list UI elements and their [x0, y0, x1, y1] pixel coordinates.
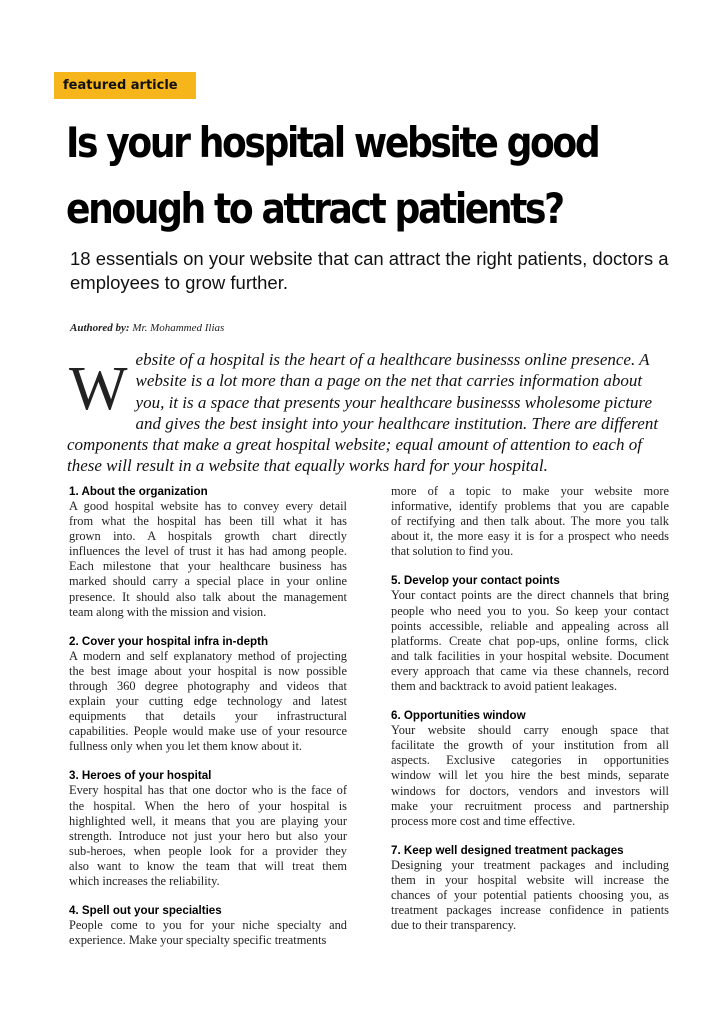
body-text-line: chances of your potential patients choosing you, as — [391, 887, 669, 902]
section-body — [69, 918, 347, 948]
body-text-line: facilitate the growth of your institution from all — [391, 738, 669, 753]
intro-line-1: ebsite of a hospital is the heart of a healthcare businesss online presence. A — [135, 350, 650, 369]
body-text-line: informative, identify problems that you are capable — [391, 499, 669, 514]
section-heading: 3. Heroes of your hospital — [69, 769, 212, 783]
intro-line-4: and gives the best insight into your healthcare institution. There are different — [135, 413, 659, 433]
section-4-continuation — [391, 484, 669, 559]
intro-line-5: components that make a great hospital website; equal amount of attention to each of — [67, 435, 642, 455]
body-text-line: capabilities. People would make use of your resource — [69, 724, 347, 739]
body-text-line: Designing your treatment packages and including — [391, 857, 669, 872]
article-section — [69, 634, 347, 755]
section-body — [69, 783, 347, 889]
body-text-line: through 360 degree photography and videos that — [69, 678, 347, 693]
body-text-line: make your recruitment process and partnership — [391, 798, 669, 813]
author-name: Mr. Mohammed Ilias — [132, 322, 225, 334]
body-text-line: Every hospital has that one doctor who is the face of — [69, 783, 347, 798]
section-heading: 7. Keep well designed treatment packages — [391, 843, 624, 857]
article-section — [69, 484, 347, 620]
body-text-line: people who need you to you. So keep your contact — [391, 603, 669, 618]
body-text-line: team along with the mission and vision. — [69, 604, 267, 619]
body-text-line: influences the level of trust it has had among people. — [69, 544, 347, 559]
body-text-line: Each milestone that your healthcare business has — [69, 559, 347, 574]
body-text-line: strength. Introduce not just your hero but also your — [69, 828, 347, 843]
body-text-line: the best image about your hospital is now possible — [69, 663, 347, 678]
body-text-line: explain your cutting edge technology and latest — [69, 694, 347, 709]
featured-article-tag: featured article — [54, 72, 196, 99]
body-text-line: sub-heroes, when people look for a provider they — [69, 843, 347, 858]
body-text-line: also want to know the team that will treat them — [69, 858, 347, 873]
body-text-line: treatment packages increase confidence in patients — [391, 903, 669, 918]
intro-line-2: website is a lot more than a page on the net that carries information about — [135, 371, 643, 391]
body-text-line: marked should carry a special place in your online — [69, 574, 347, 589]
body-text-line: Your contact points are the direct channels that bring — [391, 588, 669, 603]
body-text-line: the hospital. When the hero of your hospital is — [69, 798, 347, 813]
body-text-line: presence. It should also talk about the management — [69, 589, 347, 604]
right-column — [391, 484, 669, 947]
article-subtitle — [70, 247, 710, 297]
section-heading: 1. About the organization — [69, 485, 208, 498]
headline-line-2: enough to attract patients? — [66, 184, 563, 233]
intro-line-3: you, it is a space that presents your healthcare businesss wholesome picture — [135, 392, 653, 412]
author-label: Authored by: — [70, 322, 130, 334]
body-text-line: Your website should carry enough space that — [391, 723, 669, 738]
body-text-line: that solution to find you. — [391, 544, 514, 559]
body-text-line: A good hospital website has to convey every detail — [69, 499, 347, 513]
section-heading: 6. Opportunities window — [391, 709, 526, 723]
article-section — [69, 903, 347, 948]
body-text-line: them and backtrack to avoid patient leakages. — [391, 679, 618, 694]
body-text-line: windows for doctors, vendors and investors will — [391, 783, 669, 798]
drop-cap: W — [69, 355, 128, 423]
body-text-line: People come to you for your niche specialty and — [69, 918, 347, 933]
body-text-line: them in your hospital website will increase the — [391, 872, 669, 887]
body-text-line: window will let you hire the best minds, separate — [391, 768, 669, 783]
subtitle-line-2: employees to grow further. — [70, 272, 288, 293]
section-heading: 4. Spell out your specialties — [69, 904, 222, 918]
body-text-line: A modern and self explanatory method of projecting — [69, 648, 347, 663]
author-byline — [70, 322, 224, 334]
body-text-line: of rectifying and then talk about. The more you talk — [391, 514, 669, 529]
article-section — [391, 573, 669, 694]
article-section — [69, 768, 347, 889]
intro-paragraph — [67, 349, 679, 477]
headline-line-1: Is your hospital website good — [66, 118, 599, 167]
article-section — [391, 708, 669, 829]
body-text-line: platforms. Create chat pop-ups, online forms, click — [391, 633, 669, 648]
section-body — [69, 499, 347, 620]
left-column — [69, 484, 347, 962]
subtitle-line-1: 18 essentials on your website that can attract the right patients, doctors a — [70, 248, 669, 269]
section-body — [391, 723, 669, 829]
article-headline — [66, 110, 625, 242]
body-text-line: grown into. A hospitals growth chart directly — [69, 529, 347, 544]
body-text-line: from what the hospital has been till what it has — [69, 514, 347, 529]
section-heading: 5. Develop your contact points — [391, 574, 560, 588]
body-text-line: experience. Make your specialty specific treatments — [69, 933, 327, 948]
article-section — [391, 843, 669, 933]
body-text-line: fullness only when you let them know about it. — [69, 739, 302, 754]
body-text-line: highlighted well, it means that you are playing your — [69, 813, 347, 828]
section-heading: 2. Cover your hospital infra in-depth — [69, 634, 269, 648]
body-text-line: equipments that details your infrastructural — [69, 709, 347, 724]
body-text-line: and talk facilities in your hospital website. Document — [391, 648, 669, 663]
intro-line-6: these will result in a website that equally works hard for your hospital. — [67, 456, 548, 476]
section-body — [69, 649, 347, 755]
body-text-line: aspects. Exclusive categories in opportunities — [391, 753, 669, 768]
body-text-line: which increases the reliability. — [69, 873, 220, 888]
section-body — [391, 858, 669, 933]
body-text-line: points accessible, reliable and appealing across all — [391, 618, 669, 633]
body-text-line: about it, the more easy it is for a prospect who needs — [391, 529, 669, 544]
body-text-line: due to their transparency. — [391, 918, 517, 933]
section-body — [391, 588, 669, 694]
body-text-line: process more cost and time effective. — [391, 813, 576, 828]
body-text-line: more of a topic to make your website more — [391, 484, 669, 498]
body-text-line: every approach that came via these channels, record — [391, 663, 669, 678]
